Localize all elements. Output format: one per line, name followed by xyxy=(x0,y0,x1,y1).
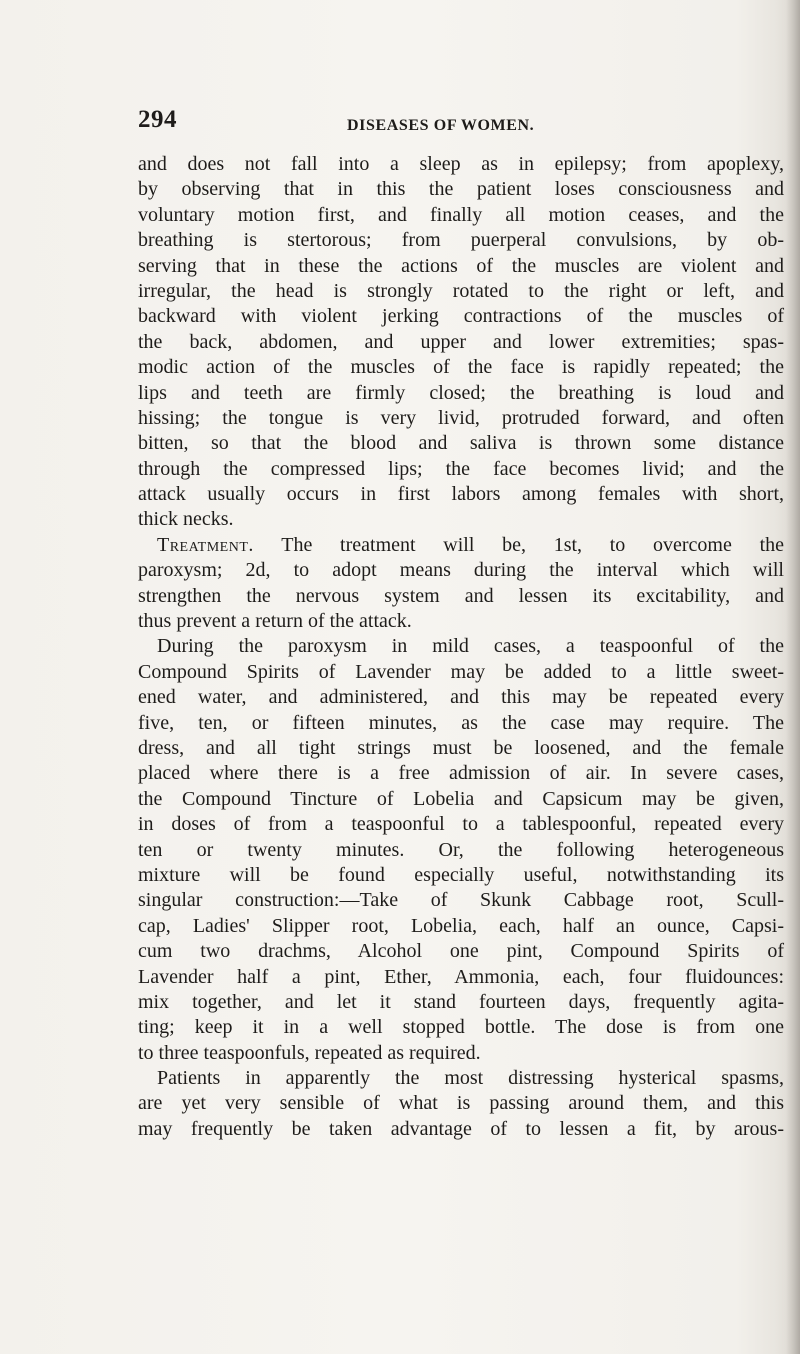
text-line: During the paroxysm in mild cases, a teaspoonful of the xyxy=(157,635,784,658)
text-line: Compound Spirits of Lavender may be added to a little sweet- xyxy=(138,660,784,683)
text-line: five, ten, or fifteen minutes, as the case may require. The xyxy=(138,711,784,734)
text-line: attack usually occurs in first labors among females with short, xyxy=(138,483,784,506)
text-line: thus prevent a return of the attack. xyxy=(138,610,412,633)
text-line: to three teaspoonfuls, repeated as required. xyxy=(138,1041,481,1064)
text-line: Patients in apparently the most distressing hysterical spasms, xyxy=(157,1067,784,1090)
text-line: strengthen the nervous system and lessen its excitability, and xyxy=(138,584,784,607)
text-line: paroxysm; 2d, to adopt means during the interval which will xyxy=(138,559,784,582)
text-line: by observing that in this the patient loses consciousness and xyxy=(138,178,784,201)
text-line: the Compound Tincture of Lobelia and Capsicum may be given, xyxy=(138,787,784,810)
text-line: mix together, and let it stand fourteen days, frequently agita- xyxy=(138,990,784,1013)
text-line: may frequently be taken advantage of to lessen a fit, by arous- xyxy=(138,1117,784,1140)
text-line: cum two drachms, Alcohol one pint, Compound Spirits of xyxy=(138,940,784,963)
text-line: ten or twenty minutes. Or, the following heterogeneous xyxy=(138,838,784,861)
text-line: the back, abdomen, and upper and lower extremities; spas- xyxy=(138,330,784,353)
treatment-heading: Treatment. xyxy=(157,533,254,556)
text-line: ting; keep it in a well stopped bottle. The dose is from one xyxy=(138,1016,784,1039)
page-header xyxy=(138,106,698,144)
text-line: thick necks. xyxy=(138,508,234,531)
body-text xyxy=(138,152,784,1142)
text-line: through the compressed lips; the face becomes livid; and the xyxy=(138,457,784,480)
text-line: mixture will be found especially useful, notwithstanding its xyxy=(138,863,784,886)
text-line: are yet very sensible of what is passing around them, and this xyxy=(138,1092,784,1115)
text-line: The treatment will be, 1st, to overcome the xyxy=(281,533,785,556)
text-line: singular construction:—Take of Skunk Cabbage root, Scull- xyxy=(138,889,784,912)
text-line: bitten, so that the blood and saliva is thrown some distance xyxy=(138,432,784,455)
text-line: irregular, the head is strongly rotated to the right or left, and xyxy=(138,279,784,302)
text-line: serving that in these the actions of the muscles are violent and xyxy=(138,254,784,277)
text-line: Lavender half a pint, Ether, Ammonia, each, four fluidounces: xyxy=(138,965,784,988)
text-line: and does not fall into a sleep as in epilepsy; from apoplexy, xyxy=(138,153,784,175)
text-line: voluntary motion first, and finally all motion ceases, and the xyxy=(138,203,784,226)
text-line: in doses of from a teaspoonful to a tablespoonful, repeated every xyxy=(138,813,784,836)
text-line: ened water, and administered, and this may be repeated every xyxy=(138,686,784,709)
text-line: dress, and all tight strings must be loosened, and the female xyxy=(138,736,784,759)
page-number: 294 xyxy=(138,106,177,133)
text-line: modic action of the muscles of the face is rapidly repeated; the xyxy=(138,356,784,379)
treatment-paragraph-first-line xyxy=(138,533,784,558)
text-line: breathing is stertorous; from puerperal convulsions, by ob- xyxy=(138,229,784,252)
text-line: lips and teeth are firmly closed; the breathing is loud and xyxy=(138,381,784,404)
page-edge-shadow xyxy=(786,0,800,1354)
text-line: placed where there is a free admission of air. In severe cases, xyxy=(138,762,784,785)
text-line: backward with violent jerking contractions of the muscles of xyxy=(138,305,784,328)
running-title: DISEASES OF WOMEN. xyxy=(347,117,535,134)
text-line: cap, Ladies' Slipper root, Lobelia, each, half an ounce, Capsi- xyxy=(138,914,784,937)
text-line: hissing; the tongue is very livid, protruded forward, and often xyxy=(138,406,784,429)
